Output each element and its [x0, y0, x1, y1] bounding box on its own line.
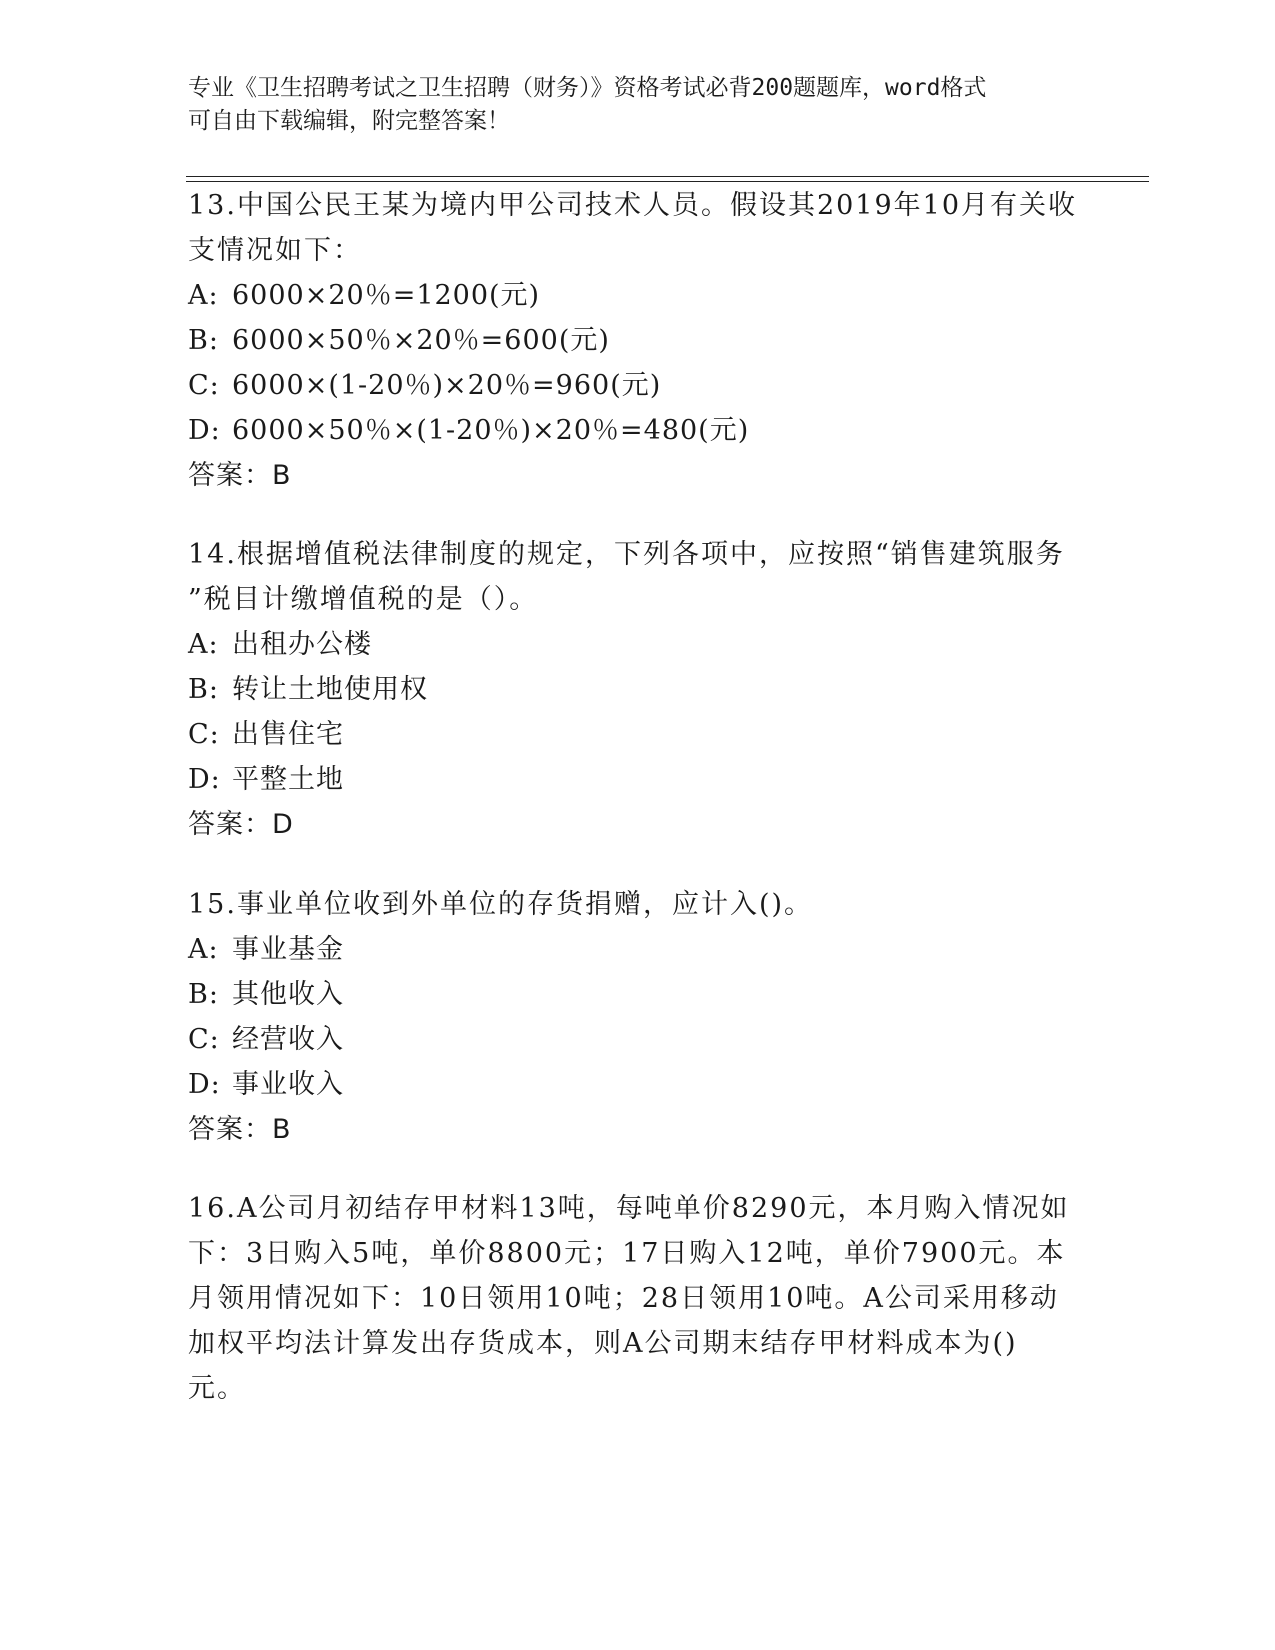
question-text-line: 元。 [188, 1373, 246, 1404]
option-label: B: [188, 979, 219, 1010]
option-c [188, 712, 1088, 757]
question-text-line: 13.中国公民王某为境内甲公司技术人员。假设其2019年10月有关收 [188, 190, 1078, 221]
option-label: B: [188, 325, 219, 356]
header-line-2: 可自由下载编辑，附完整答案！ [188, 108, 510, 134]
option-label: C: [188, 719, 220, 750]
option-text: 出售住宅 [232, 719, 344, 750]
option-text: 事业基金 [232, 934, 344, 965]
option-b [188, 667, 1088, 712]
option-b [188, 318, 1088, 363]
question-13 [188, 183, 1088, 498]
option-text: 经营收入 [232, 1024, 344, 1055]
option-label: A: [188, 280, 219, 311]
question-text-line: 月领用情况如下：10日领用10吨；28日领用10吨。A公司采用移动 [188, 1283, 1059, 1314]
option-a [188, 622, 1088, 667]
option-text: 平整土地 [232, 764, 344, 795]
option-label: C: [188, 1024, 220, 1055]
question-text-line: 16.A公司月初结存甲材料13吨，每吨单价8290元，本月购入情况如 [188, 1193, 1070, 1224]
option-text: 6000×50％×(1-20％)×20％=480(元) [232, 415, 750, 446]
header-divider-bottom [186, 181, 1149, 182]
option-label: B: [188, 674, 219, 705]
answer-line: 答案：D [188, 809, 294, 840]
option-label: A: [188, 629, 219, 660]
question-text-line: ”税目计缴增值税的是（）。 [188, 584, 539, 615]
option-label: A: [188, 934, 219, 965]
option-d [188, 757, 1088, 802]
option-b [188, 972, 1088, 1017]
option-label: D: [188, 1069, 221, 1100]
document-header [188, 72, 1068, 138]
option-a [188, 927, 1088, 972]
option-c [188, 1017, 1088, 1062]
option-label: D: [188, 764, 221, 795]
option-d [188, 1062, 1088, 1107]
question-text-line: 支情况如下： [188, 235, 362, 266]
question-15 [188, 882, 1088, 1152]
option-text: 其他收入 [232, 979, 344, 1010]
option-d [188, 408, 1088, 453]
option-text: 转让土地使用权 [232, 674, 428, 705]
header-divider-top [186, 176, 1149, 177]
option-a [188, 273, 1088, 318]
question-text-line: 加权平均法计算发出存货成本，则A公司期末结存甲材料成本为() [188, 1328, 1018, 1359]
option-text: 6000×50％×20％=600(元) [232, 325, 610, 356]
option-label: C: [188, 370, 220, 401]
option-label: D: [188, 415, 221, 446]
option-text: 出租办公楼 [232, 629, 372, 660]
answer-line: 答案：B [188, 460, 292, 491]
header-line-1: 专业《卫生招聘考试之卫生招聘（财务）》资格考试必背200题题库，word格式 [188, 75, 987, 101]
question-text-line: 15.事业单位收到外单位的存货捐赠，应计入()。 [188, 889, 814, 920]
option-text: 事业收入 [232, 1069, 344, 1100]
option-c [188, 363, 1088, 408]
question-14 [188, 532, 1088, 847]
question-text-line: 下：3日购入5吨，单价8800元；17日购入12吨，单价7900元。本 [188, 1238, 1066, 1269]
question-16 [188, 1186, 1088, 1411]
answer-line: 答案：B [188, 1114, 292, 1145]
question-text-line: 14.根据增值税法律制度的规定，下列各项中，应按照“销售建筑服务 [188, 539, 1065, 570]
option-text: 6000×(1-20％)×20％=960(元) [232, 370, 662, 401]
option-text: 6000×20％=1200(元) [232, 280, 541, 311]
